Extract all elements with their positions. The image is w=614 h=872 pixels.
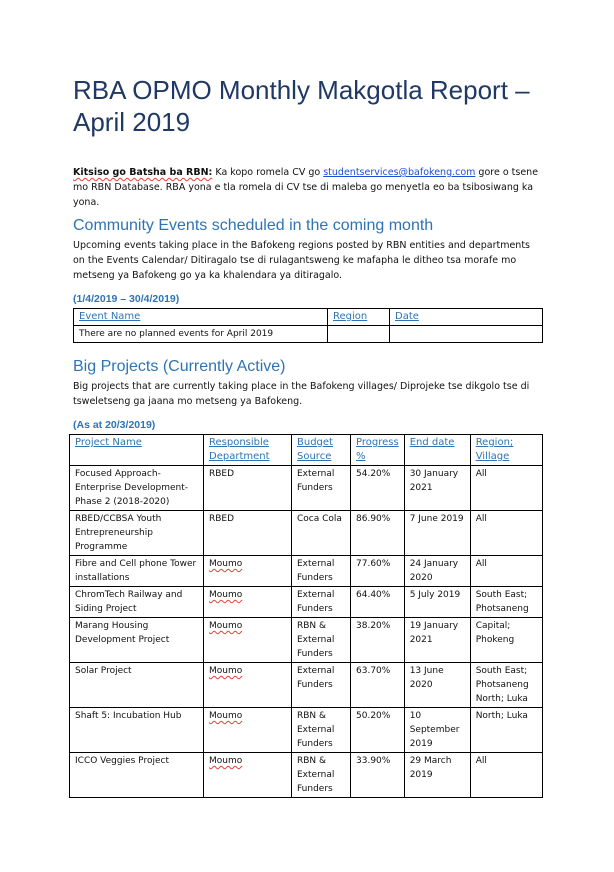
project-name-cell: RBED/CCBSA Youth Entrepreneurship Programme: [70, 511, 204, 556]
events-header-cell: Region: [328, 309, 390, 326]
intro-paragraph: [73, 165, 543, 210]
progress-cell: 77.60%: [351, 556, 405, 587]
region-cell: North; Luka: [470, 708, 542, 753]
region-cell: South East; Photsaneng: [470, 587, 542, 618]
events-header-cell: Event Name: [74, 309, 328, 326]
region-cell: All: [470, 556, 542, 587]
progress-cell: 63.70%: [351, 663, 405, 708]
project-name-cell: Solar Project: [70, 663, 204, 708]
region-cell: Capital; Phokeng: [470, 618, 542, 663]
projects-paragraph: Big projects that are currently taking place in the Bafokeng villages/ Diprojeke tse dikgolo tse di tsweletseng ga jaana mo metseng ya Bafokeng.: [73, 381, 530, 407]
region-cell: South East; Photsaneng North; Luka: [470, 663, 542, 708]
page-title: RBA OPMO Monthly Makgotla Report – April 2019: [73, 75, 530, 137]
budget-cell: External Funders: [292, 466, 351, 511]
department-cell: RBED: [204, 511, 292, 556]
budget-cell: External Funders: [292, 663, 351, 708]
department-cell: RBED: [204, 466, 292, 511]
department-cell: Moumo: [204, 753, 292, 798]
project-name-cell: Marang Housing Development Project: [70, 618, 204, 663]
events-table: [73, 308, 543, 343]
project-name-cell: ICCO Veggies Project: [70, 753, 204, 798]
budget-cell: RBN & External Funders: [292, 708, 351, 753]
budget-cell: RBN & External Funders: [292, 618, 351, 663]
department-cell: Moumo: [204, 663, 292, 708]
projects-header-cell: Project Name: [70, 435, 204, 466]
department-cell: Moumo: [204, 556, 292, 587]
department-cell: Moumo: [204, 708, 292, 753]
department-cell: Moumo: [204, 618, 292, 663]
projects-table: [69, 434, 543, 798]
projects-header-cell: End date: [404, 435, 470, 466]
table-row: [70, 753, 543, 798]
projects-header-cell: Region; Village: [470, 435, 542, 466]
community-heading: Community Events scheduled in the coming month: [73, 217, 434, 234]
end-date-cell: 24 January 2020: [404, 556, 470, 587]
end-date-cell: 30 January 2021: [404, 466, 470, 511]
end-date-cell: 7 June 2019: [404, 511, 470, 556]
progress-cell: 86.90%: [351, 511, 405, 556]
region-cell: All: [470, 753, 542, 798]
budget-cell: RBN & External Funders: [292, 753, 351, 798]
events-header-row: [74, 309, 543, 326]
end-date-cell: 29 March 2019: [404, 753, 470, 798]
table-row: [74, 326, 543, 343]
projects-as-at: (As at 20/3/2019): [73, 419, 156, 431]
table-row: [70, 587, 543, 618]
email-link[interactable]: studentservices@bafokeng.com: [323, 167, 476, 178]
progress-cell: 54.20%: [351, 466, 405, 511]
project-name-cell: Focused Approach-Enterprise Development-Phase 2 (2018-2020): [70, 466, 204, 511]
project-name-cell: Shaft 5: Incubation Hub: [70, 708, 204, 753]
budget-cell: External Funders: [292, 556, 351, 587]
progress-cell: 50.20%: [351, 708, 405, 753]
end-date-cell: 13 June 2020: [404, 663, 470, 708]
budget-cell: Coca Cola: [292, 511, 351, 556]
region-cell: All: [470, 511, 542, 556]
end-date-cell: 5 July 2019: [404, 587, 470, 618]
table-row: [70, 556, 543, 587]
department-cell: Moumo: [204, 587, 292, 618]
intro-text-before: Ka kopo romela CV go: [212, 167, 324, 178]
community-paragraph: Upcoming events taking place in the Bafokeng regions posted by RBN entities and departments on the Events Calendar/ Ditiragalo tse di rulagantsweng ke mafapha le ditheo tsa morafe mo metseng ya Bafokeng go ya ka khalendara ya ditiragalo.: [73, 240, 531, 281]
table-row: [70, 511, 543, 556]
table-row: [70, 618, 543, 663]
projects-header-row: [70, 435, 543, 466]
intro-text-after: gore o tsene mo RBN Database. RBA yona e tla romela di CV tse di maleba go menyetla eo ba tsibosiwang ka yona.: [73, 167, 539, 208]
table-row: [70, 708, 543, 753]
progress-cell: 64.40%: [351, 587, 405, 618]
projects-heading: Big Projects (Currently Active): [73, 358, 286, 375]
end-date-cell: 19 January 2021: [404, 618, 470, 663]
projects-header-cell: Responsible Department: [204, 435, 292, 466]
events-cell: [328, 326, 390, 343]
events-cell: There are no planned events for April 2019: [74, 326, 328, 343]
projects-header-cell: Budget Source: [292, 435, 351, 466]
projects-header-cell: Progress %: [351, 435, 405, 466]
intro-lead: Kitsiso go Batsha ba RBN:: [73, 167, 213, 178]
progress-cell: 38.20%: [351, 618, 405, 663]
project-name-cell: ChromTech Railway and Siding Project: [70, 587, 204, 618]
region-cell: All: [470, 466, 542, 511]
project-name-cell: Fibre and Cell phone Tower installations: [70, 556, 204, 587]
end-date-cell: 10 September 2019: [404, 708, 470, 753]
progress-cell: 33.90%: [351, 753, 405, 798]
events-cell: [390, 326, 543, 343]
table-row: [70, 466, 543, 511]
community-period: (1/4/2019 – 30/4/2019): [73, 293, 180, 305]
events-header-cell: Date: [390, 309, 543, 326]
budget-cell: External Funders: [292, 587, 351, 618]
table-row: [70, 663, 543, 708]
